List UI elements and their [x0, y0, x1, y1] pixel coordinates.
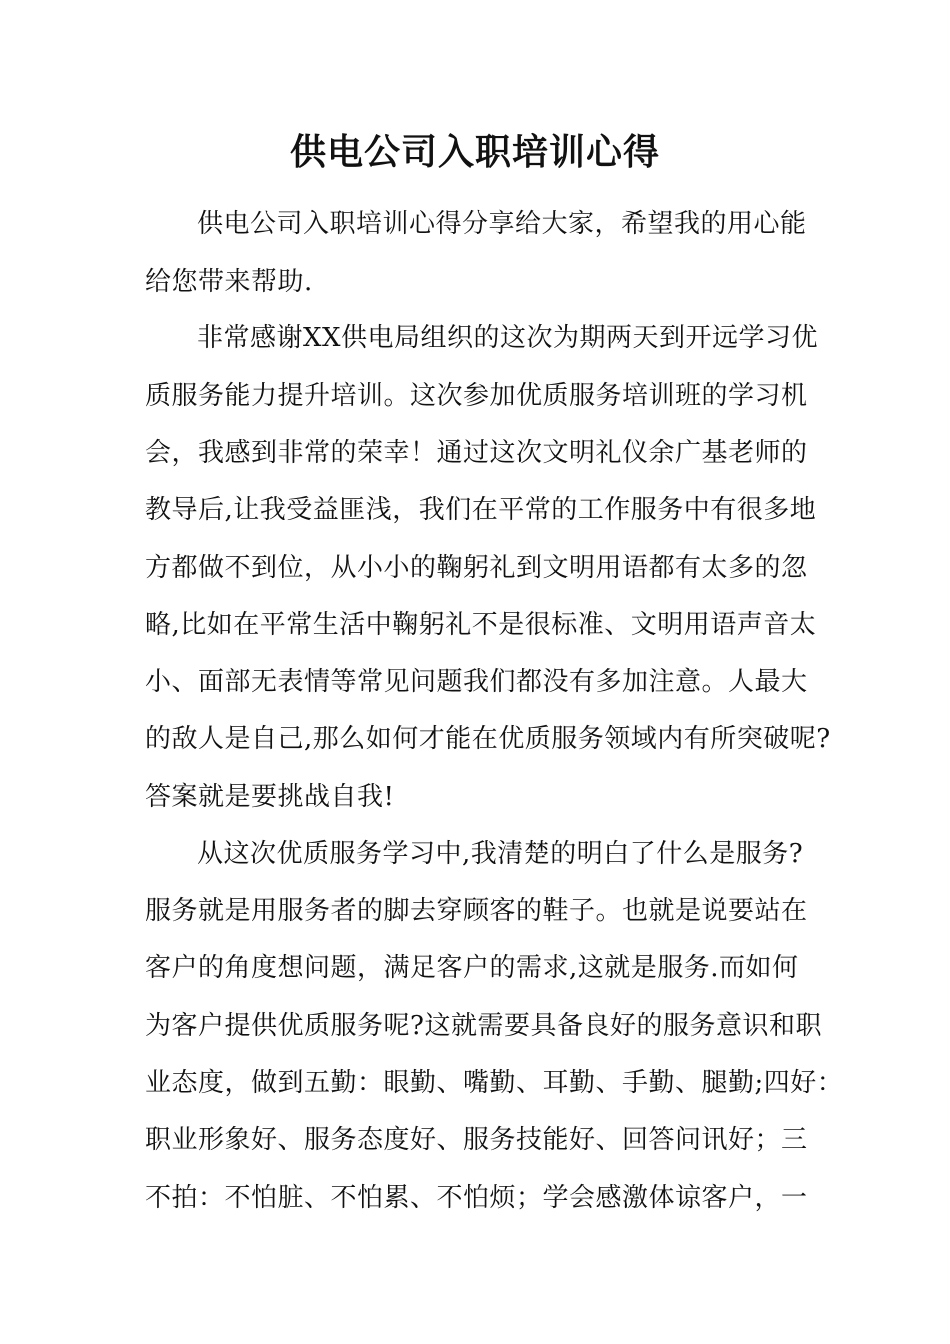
paragraph-line: 业态度，做到五勤：眼勤、嘴勤、耳勤、手勤、腿勤;四好：: [145, 1068, 844, 1098]
paragraph-line: 会，我感到非常的荣幸！通过这次文明礼仪余广基老师的: [145, 438, 808, 468]
paragraph-line: 服务就是用服务者的脚去穿顾客的鞋子。也就是说要站在: [145, 896, 808, 926]
document-title: 供电公司入职培训心得: [289, 131, 660, 173]
paragraph-line: 的敌人是自己,那么如何才能在优质服务领域内有所突破呢?: [145, 724, 831, 754]
paragraph-line: 从这次优质服务学习中,我清楚的明白了什么是服务?: [197, 839, 804, 869]
paragraph-line: 答案就是要挑战自我!: [145, 782, 395, 812]
paragraph-line: 供电公司入职培训心得分享给大家，希望我的用心能: [197, 209, 807, 239]
paragraph-line: 非常感谢XX供电局组织的这次为期两天到开远学习优: [197, 323, 819, 353]
paragraph-line: 教导后,让我受益匪浅，我们在平常的工作服务中有很多地: [145, 495, 817, 525]
paragraph-line: 给您带来帮助.: [145, 267, 313, 297]
paragraph-line: 为客户提供优质服务呢?这就需要具备良好的服务意识和职: [145, 1011, 822, 1041]
paragraph-line: 方都做不到位，从小小的鞠躬礼到文明用语都有太多的忽: [145, 553, 808, 583]
paragraph-line: 不拍：不怕脏、不怕累、不怕烦；学会感激体谅客户，一: [145, 1183, 808, 1213]
paragraph-line: 质服务能力提升培训。这次参加优质服务培训班的学习机: [145, 381, 808, 411]
paragraph-line: 略,比如在平常生活中鞠躬礼不是很标准、文明用语声音太: [145, 610, 817, 640]
paragraph-line: 职业形象好、服务态度好、服务技能好、回答问讯好；三: [145, 1125, 808, 1155]
paragraph-line: 客户的角度想问题，满足客户的需求,这就是服务.而如何: [145, 953, 799, 983]
paragraph-line: 小、面部无表情等常见问题我们都没有多加注意。人最大: [145, 667, 808, 697]
